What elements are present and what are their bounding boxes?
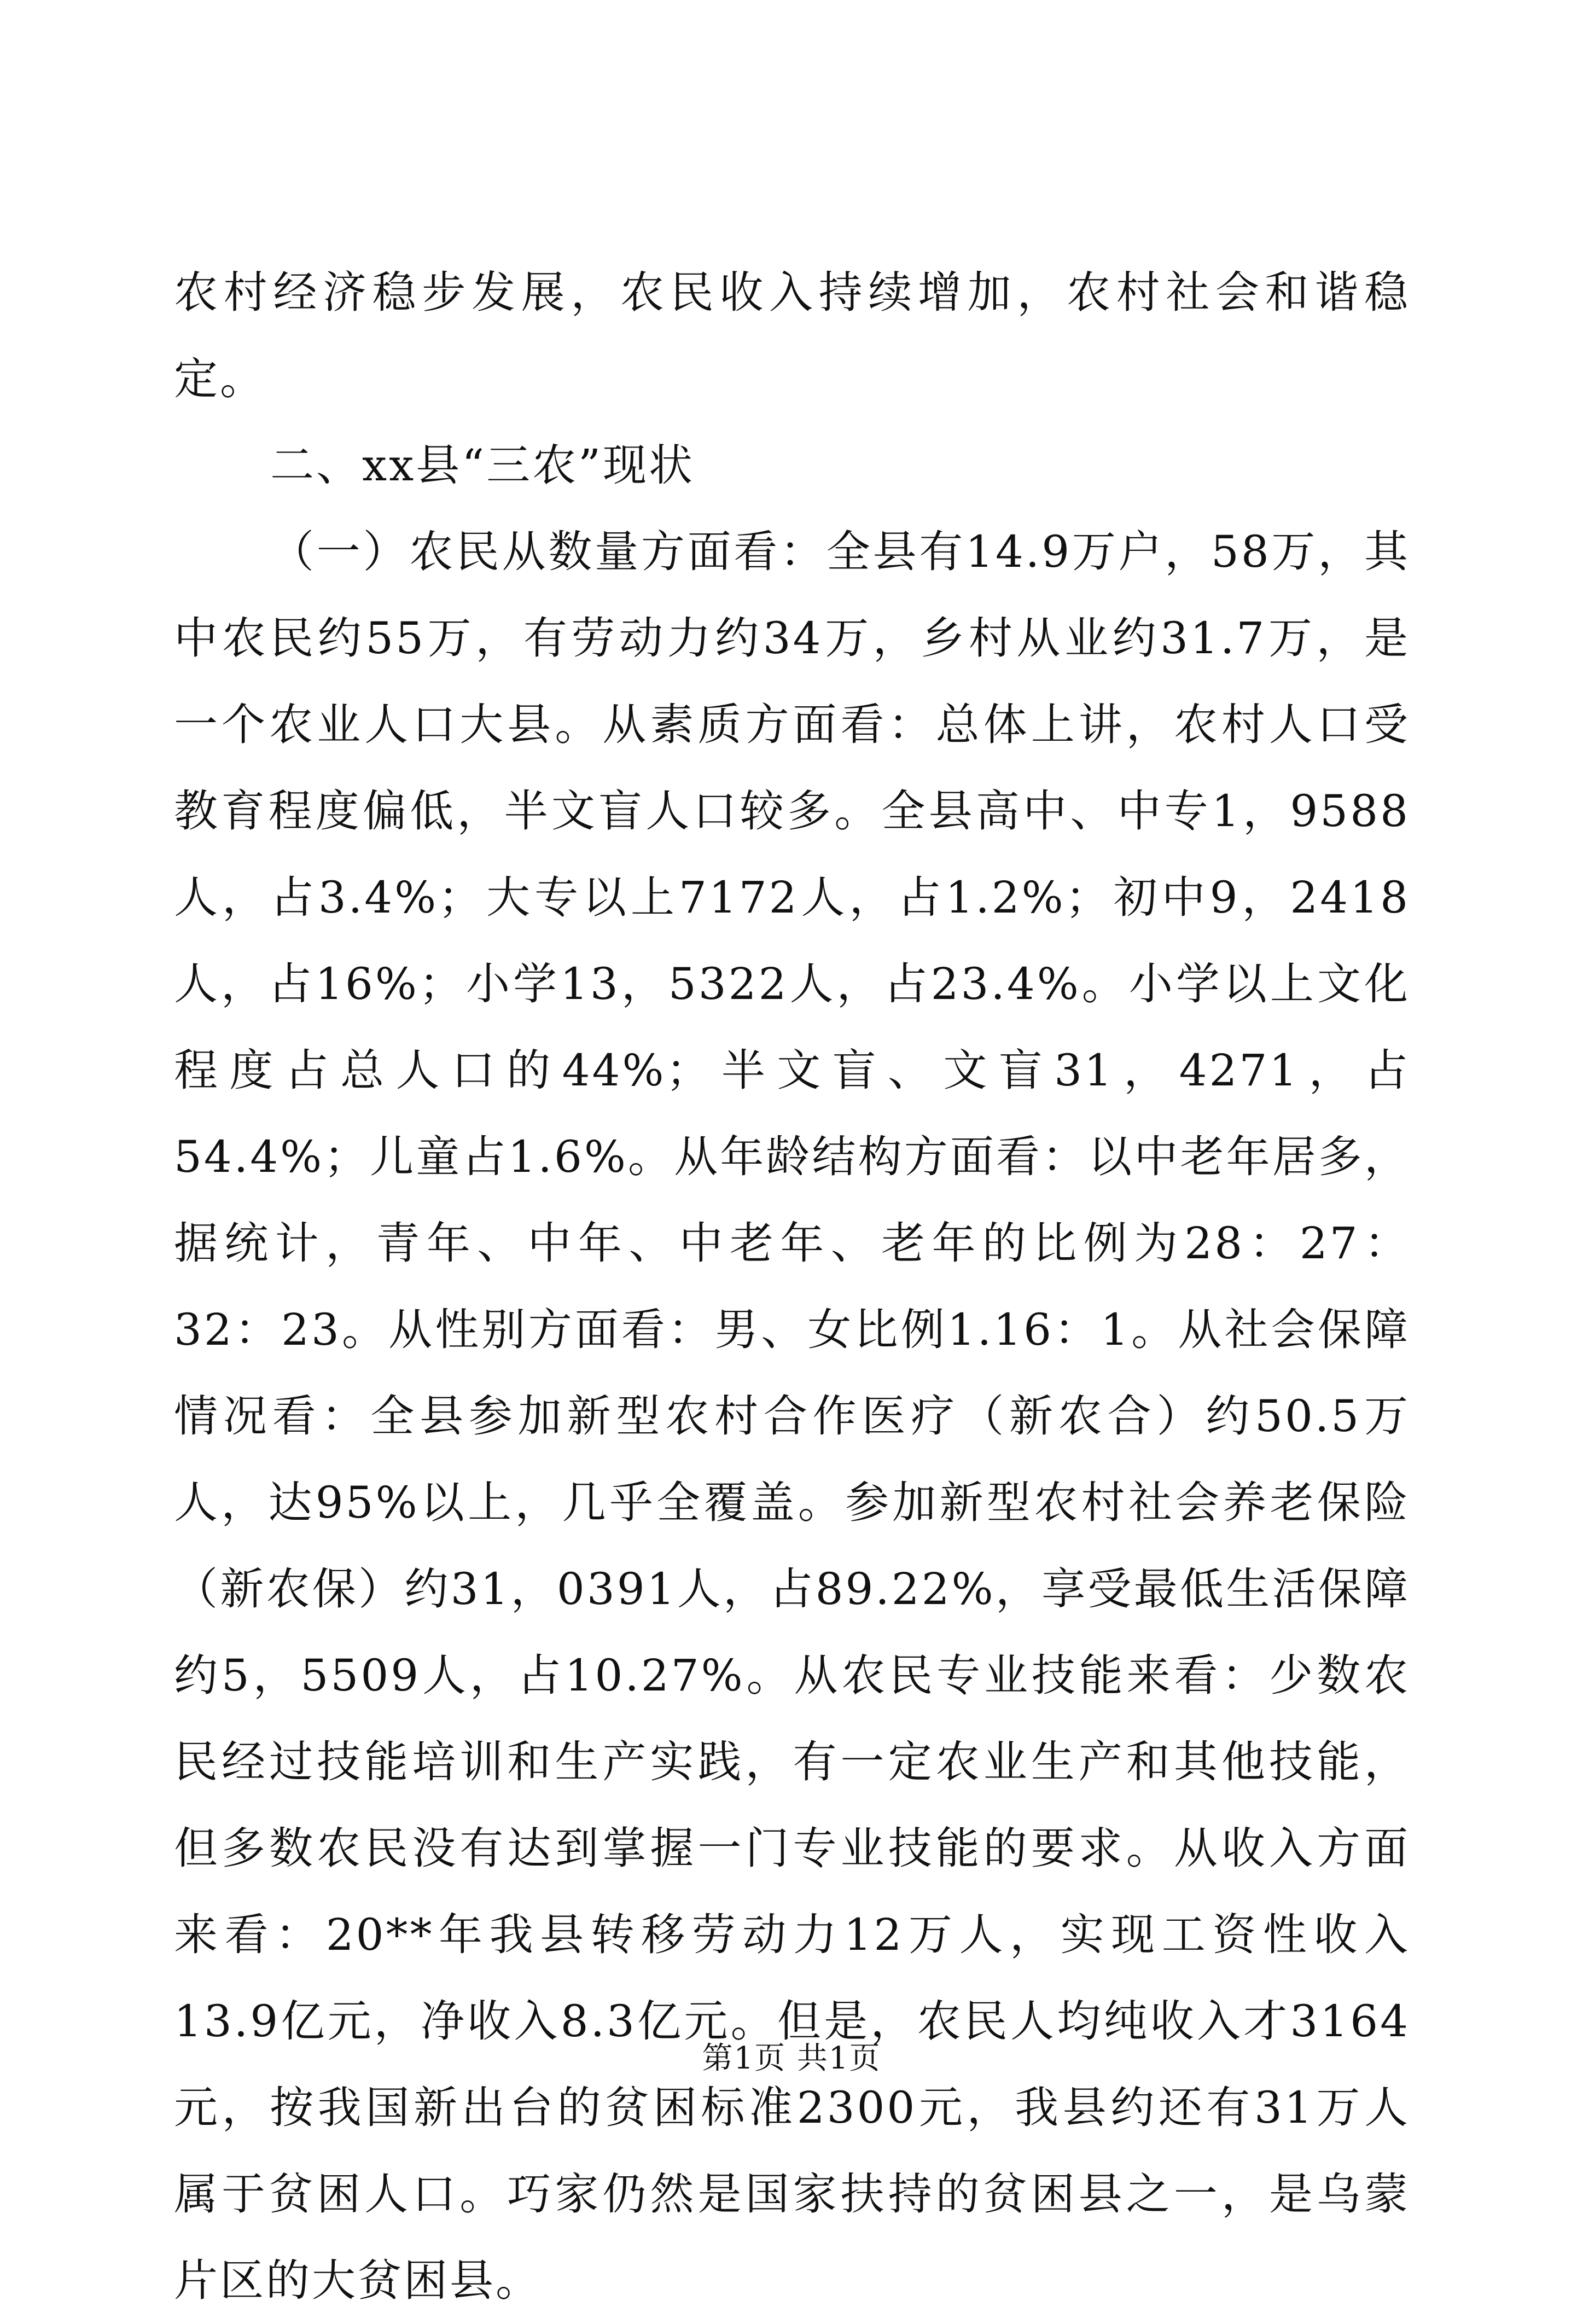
paragraph-farmers-status: （一）农民从数量方面看：全县有14.9万户，58万，其中农民约55万，有劳动力约34万，乡村从业约31.7万，是一个农业人口大县。从素质方面看：总体上讲，农村人口受教育程度偏低，半文盲人口较多。全县高中、中专1，9588人，占3.4%；大专以上7172人，占1.2%；初中9，2418人，占16%；小学13，5322人，占23.4%。小学以上文化程度占总人口的44%；半文盲、文盲31，4271，占54.4%；儿童占1.6%。从年龄结构方面看：以中老年居多，据统计，青年、中年、中老年、老年的比例为28：27：32：23。从性别方面看：男、女比例1.16：1。从社会保障情况看：全县参加新型农村合作医疗（新农合）约50.5万人，达95%以上，几乎全覆盖。参加新型农村社会养老保险（新农保）约31，0391人，占89.22%，享受最低生活保障约5，5509人，占10.27%。从农民专业技能来看：少数农民经过技能培训和生产实践，有一定农业生产和其他技能，但多数农民没有达到掌握一门专业技能的要求。从收入方面来看：20**年我县转移劳动力12万人，实现工资性收入13.9亿元，净收入8.3亿元。但是，农民人均纯收入才3164元，按我国新出台的贫困标准2300元，我县约还有31万人属于贫困人口。巧家仍然是国家扶持的贫困县之一，是乌蒙片区的大贫困县。 — [174, 526, 1410, 2306]
document-body — [174, 249, 1410, 2324]
page-footer: 第1页 共1页 — [702, 2041, 881, 2076]
section-heading: 二、xx县“三农”现状 — [270, 440, 695, 491]
paragraph-continuation: 农村经济稳步发展，农民收入持续增加，农村社会和谐稳定。 — [174, 267, 1410, 404]
